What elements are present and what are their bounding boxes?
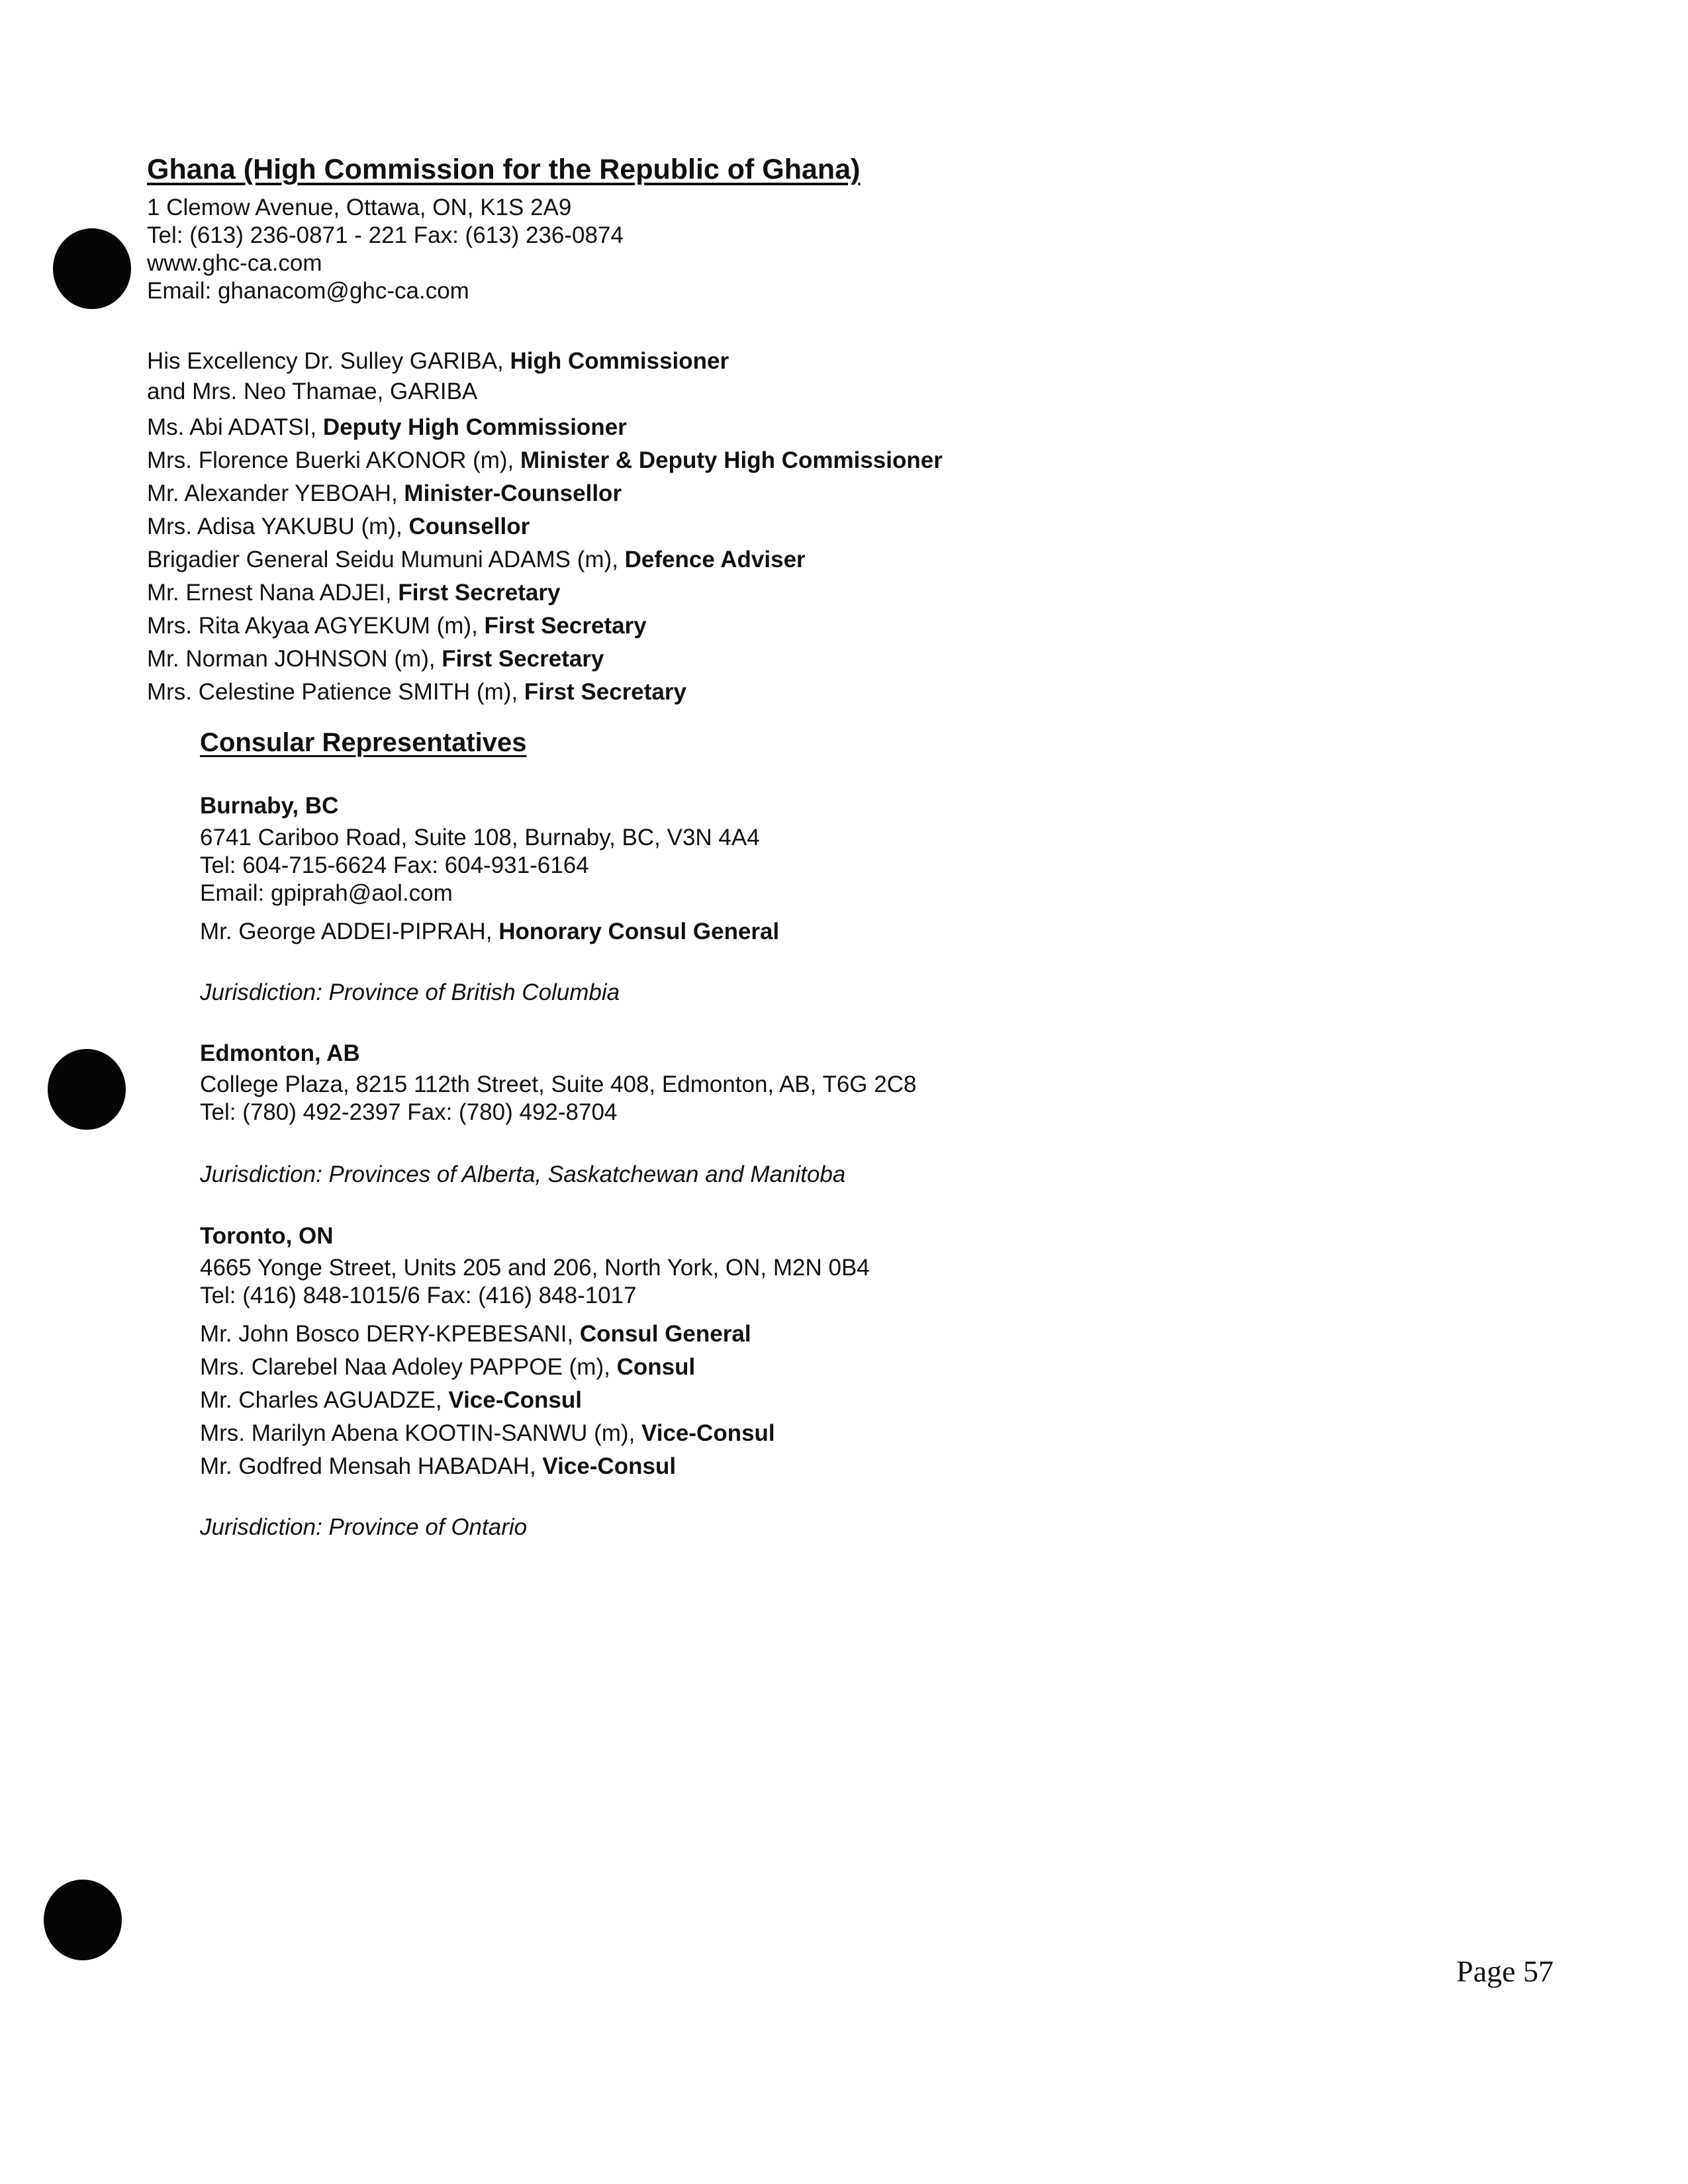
staff-title: High Commissioner (510, 348, 729, 374)
office-city-toronto: Toronto, ON (200, 1223, 334, 1249)
embassy-website: www.ghc-ca.com (147, 250, 322, 276)
staff-row (147, 347, 729, 375)
staff-title: First Secretary (442, 646, 604, 672)
consul-row (200, 1320, 751, 1348)
staff-name: Mrs. Florence Buerki AKONOR (m), (147, 447, 520, 473)
consul-name: Mr. John Bosco DERY-KPEBESANI, (200, 1321, 580, 1347)
consul-name: Mr. Godfred Mensah HABADAH, (200, 1453, 543, 1479)
office-address: College Plaza, 8215 112th Street, Suite 408, Edmonton, AB, T6G 2C8 (200, 1071, 917, 1097)
consul-title: Vice-Consul (641, 1420, 775, 1446)
office-phone: Tel: (780) 492-2397 Fax: (780) 492-8704 (200, 1099, 618, 1125)
office-city-edmonton: Edmonton, AB (200, 1040, 360, 1066)
staff-title: Defence Adviser (624, 547, 806, 572)
office-jurisdiction: Jurisdiction: Province of British Columbia (200, 979, 620, 1005)
staff-title: Minister & Deputy High Commissioner (520, 447, 943, 473)
staff-name: Mrs. Adisa YAKUBU (m), (147, 514, 409, 539)
staff-row (147, 414, 627, 441)
staff-name: and Mrs. Neo Thamae, GARIBA (147, 379, 478, 404)
staff-name: Mr. Ernest Nana ADJEI, (147, 580, 399, 606)
staff-name: Ms. Abi ADATSI, (147, 414, 323, 440)
page-number: Page 57 (1456, 1954, 1554, 1988)
office-city-burnaby: Burnaby, BC (200, 793, 339, 819)
consul-row (200, 1353, 695, 1381)
office-jurisdiction: Jurisdiction: Provinces of Alberta, Saskatchewan and Manitoba (200, 1161, 846, 1187)
consul-name: Mrs. Clarebel Naa Adoley PAPPOE (m), (200, 1354, 617, 1380)
staff-row (147, 678, 686, 706)
consul-name: Mrs. Marilyn Abena KOOTIN-SANWU (m), (200, 1420, 642, 1446)
staff-title: Deputy High Commissioner (322, 414, 627, 440)
office-jurisdiction: Jurisdiction: Province of Ontario (200, 1514, 528, 1540)
staff-name: Mr. Norman JOHNSON (m), (147, 646, 442, 672)
consul-name: Mr. George ADDEI-PIPRAH, (200, 919, 499, 944)
staff-row (147, 480, 622, 508)
embassy-heading: Ghana (High Commission for the Republic of Ghana) (147, 154, 861, 185)
embassy-email: Email: ghanacom@ghc-ca.com (147, 278, 469, 304)
consul-row (200, 1420, 775, 1447)
staff-title: First Secretary (484, 613, 647, 639)
office-email: Email: gpiprah@aol.com (200, 880, 453, 906)
staff-row (147, 546, 806, 574)
staff-title: First Secretary (524, 679, 686, 705)
staff-name: Mrs. Celestine Patience SMITH (m), (147, 679, 524, 705)
office-address: 6741 Cariboo Road, Suite 108, Burnaby, BC, V3N 4A4 (200, 825, 760, 850)
staff-name: Brigadier General Seidu Mumuni ADAMS (m), (147, 547, 625, 572)
consul-title: Consul General (579, 1321, 751, 1347)
consul-row (200, 918, 779, 946)
consul-row (200, 1453, 676, 1480)
staff-row (147, 645, 604, 673)
consul-title: Honorary Consul General (498, 919, 780, 944)
staff-name: His Excellency Dr. Sulley GARIBA, (147, 348, 510, 374)
staff-title: Counsellor (408, 514, 530, 539)
consul-row (200, 1387, 582, 1414)
consular-heading: Consular Representatives (200, 728, 527, 757)
consul-title: Consul (616, 1354, 696, 1380)
staff-name: Mr. Alexander YEBOAH, (147, 480, 404, 506)
staff-row (147, 612, 647, 640)
office-phone: Tel: 604-715-6624 Fax: 604-931-6164 (200, 852, 589, 878)
staff-row (147, 513, 530, 541)
office-address: 4665 Yonge Street, Units 205 and 206, North York, ON, M2N 0B4 (200, 1255, 870, 1281)
staff-name: Mrs. Rita Akyaa AGYEKUM (m), (147, 613, 485, 639)
staff-row (147, 378, 477, 406)
staff-title: First Secretary (398, 580, 561, 606)
staff-row (147, 447, 943, 475)
consul-title: Vice-Consul (542, 1453, 677, 1479)
office-phone: Tel: (416) 848-1015/6 Fax: (416) 848-1017 (200, 1283, 637, 1308)
consul-title: Vice-Consul (448, 1387, 583, 1413)
consul-name: Mr. Charles AGUADZE, (200, 1387, 449, 1413)
staff-row (147, 579, 560, 607)
embassy-address: 1 Clemow Avenue, Ottawa, ON, K1S 2A9 (147, 195, 572, 220)
embassy-phone: Tel: (613) 236-0871 - 221 Fax: (613) 236-0874 (147, 222, 624, 248)
staff-title: Minister-Counsellor (404, 480, 622, 506)
